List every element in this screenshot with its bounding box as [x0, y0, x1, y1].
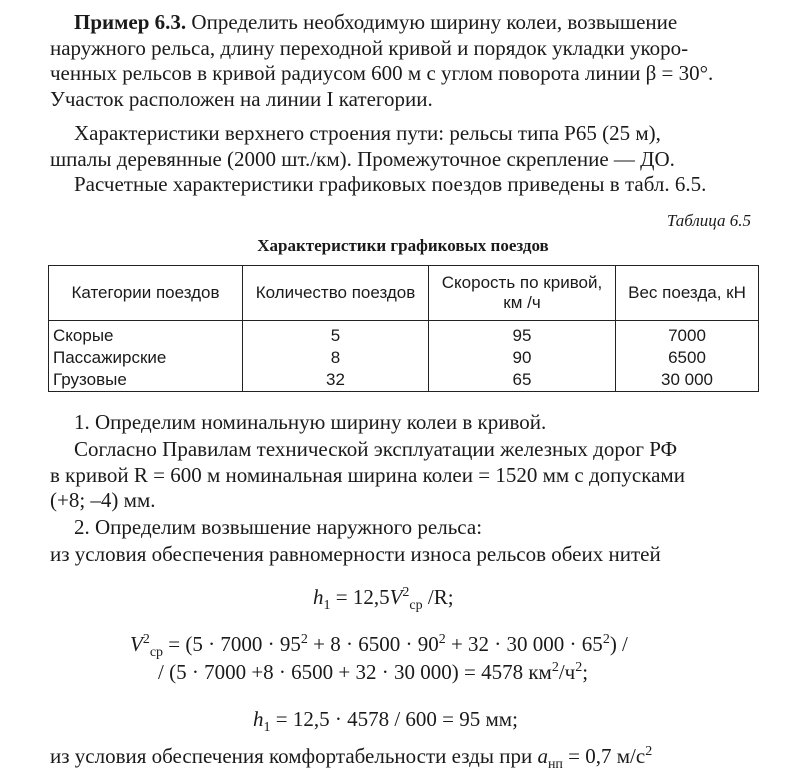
formula-text: / (5 · 7000 +8 · 6500 + 32 · 30 000) = 4578 км [158, 660, 552, 684]
example-statement [50, 10, 758, 112]
table-cell: 7000 [616, 321, 759, 348]
column-header: Категории поездов [49, 266, 243, 321]
formula-text: = (5 · 7000 · 95 [163, 632, 301, 656]
formula-text: /ч [558, 660, 576, 684]
table-cell: 30 000 [616, 369, 759, 392]
table-cell: 32 [243, 369, 429, 392]
formula-text: = 12,5 [330, 585, 390, 609]
formula-symbol: h [253, 707, 264, 731]
formula-symbol: h [313, 585, 324, 609]
formula-subscript: 1 [323, 598, 331, 614]
characteristics-line: шпалы деревянные (2000 шт./км). Промежуточное скрепление — ДО. [50, 146, 675, 171]
example-line: наружного рельса, длину переходной кривой и порядок укладки укоро- [50, 35, 689, 60]
step1-text [50, 437, 758, 514]
characteristics-line: Характеристики верхнего строения пути: рельсы типа Р65 (25 м), [74, 121, 661, 145]
table-cell: Пассажирские [49, 347, 243, 369]
column-header: Вес поезда, кН [616, 266, 759, 321]
example-label: Пример 6.3. [74, 10, 187, 34]
formula-v2cp-line1 [130, 632, 628, 661]
column-header: Количество поездов [243, 266, 429, 321]
step2-condition1: из условия обеспечения равномерности износа рельсов обеих нитей [50, 542, 661, 566]
formula-text: = 12,5 · 4578 / 600 = 95 мм; [270, 707, 518, 731]
table-title: Характеристики графиковых поездов [257, 236, 549, 255]
formula-symbol: V [130, 632, 143, 656]
formula-superscript: 2 [575, 660, 583, 675]
step1-line: в кривой R = 600 м номинальная ширина колеи = 1520 мм с допусками [50, 462, 685, 487]
step1-line: (+8; –4) мм. [50, 488, 156, 512]
trains-table [48, 265, 759, 392]
formula-superscript: 2 [551, 660, 559, 675]
formula-v2cp-line2 [158, 660, 588, 685]
formula-symbol: a [537, 744, 548, 768]
table-cell: 90 [429, 347, 616, 369]
formula-superscript: 2 [300, 632, 308, 647]
formula-subscript: ср [409, 598, 423, 614]
step1-heading: 1. Определим номинальную ширину колеи в кривой. [74, 410, 547, 434]
condition2-value: = 0,7 м/с [562, 744, 646, 768]
formula-symbol: V [389, 585, 403, 609]
table-row [49, 347, 759, 369]
formula-h1 [313, 585, 454, 614]
table-cell: Грузовые [49, 369, 243, 392]
formula-subscript: 1 [263, 720, 271, 736]
table-cell: Скорые [49, 321, 243, 348]
table-reference: Расчетные характеристики графиковых поездов приведены в табл. 6.5. [74, 172, 707, 196]
table-number: Таблица 6.5 [666, 211, 751, 230]
formula-superscript: 2 [142, 632, 150, 647]
example-line: Участок расположен на линии I категории. [50, 86, 433, 111]
formula-subscript: ср [149, 645, 164, 661]
formula-superscript: 2 [438, 632, 446, 647]
formula-superscript: 2 [645, 744, 653, 759]
column-header: Скорость по кривой, км /ч [429, 266, 616, 321]
formula-text: /R; [422, 585, 454, 609]
formula-text: + 8 · 6500 · 90 [307, 632, 439, 656]
table-cell: 65 [429, 369, 616, 392]
step2-heading: 2. Определим возвышение наружного рельса: [74, 515, 483, 539]
table-row [49, 321, 759, 348]
table-row [49, 369, 759, 392]
formula-superscript: 2 [402, 585, 410, 600]
condition2-text: из условия обеспечения комфортабельности езды при [50, 744, 538, 768]
example-line: ченных рельсов в кривой радиусом 600 м с углом поворота линии β = 30°. [50, 61, 714, 85]
table-cell: 5 [243, 321, 429, 348]
formula-text: + 32 · 30 000 · 65 [445, 632, 603, 656]
table-header-row [49, 266, 759, 321]
step2-condition2 [50, 744, 758, 773]
table-cell: 95 [429, 321, 616, 348]
formula-subscript: нп [547, 757, 563, 773]
track-characteristics [50, 121, 758, 172]
formula-text: ; [582, 660, 589, 684]
formula-text: ) / [609, 632, 628, 656]
table-cell: 6500 [616, 347, 759, 369]
table-cell: 8 [243, 347, 429, 369]
formula-superscript: 2 [602, 632, 610, 647]
step1-line: Согласно Правилам технической эксплуатации железных дорог РФ [74, 437, 678, 461]
formula-h1-result [253, 707, 518, 736]
example-line: Определить необходимую ширину колеи, возвышение [186, 10, 678, 34]
